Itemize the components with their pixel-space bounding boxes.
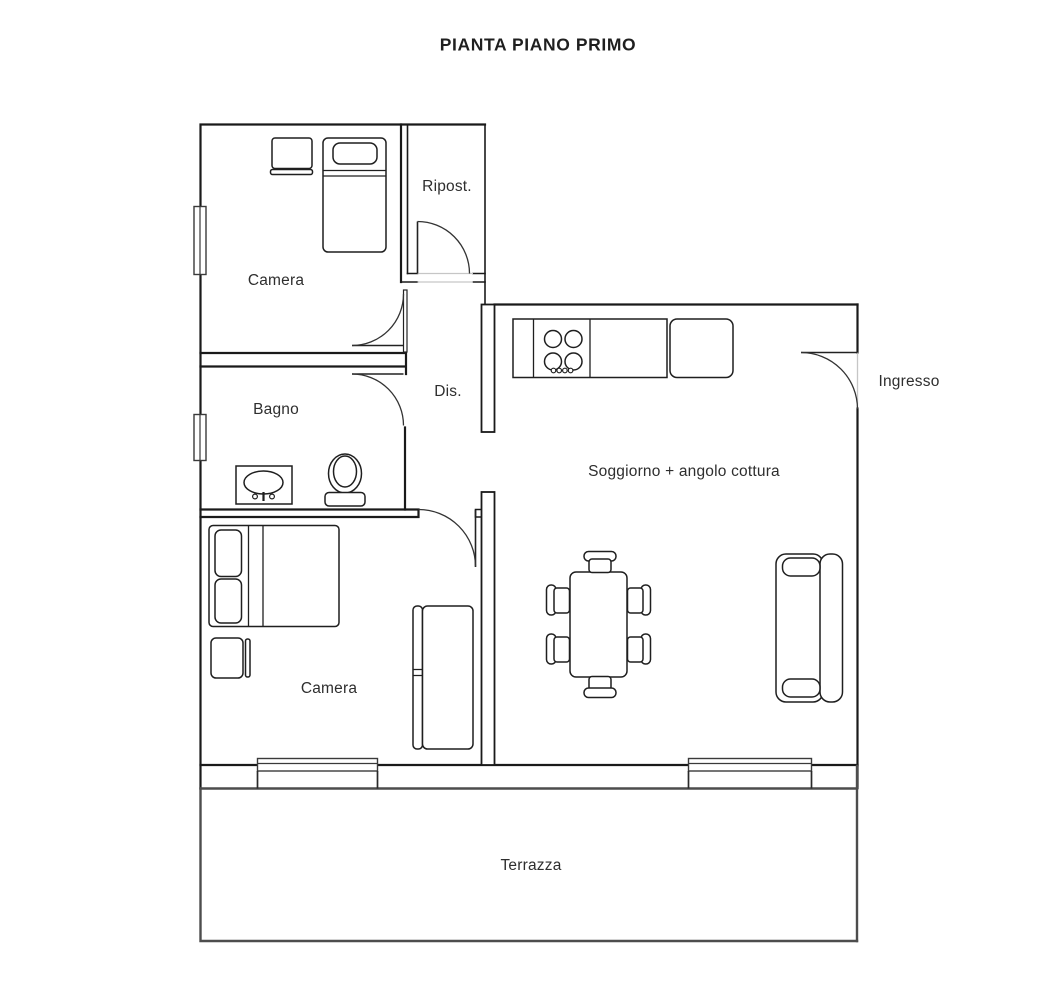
sofa (776, 554, 843, 702)
room-label-terrazza: Terrazza (500, 857, 562, 874)
room-label-camera-top: Camera (247, 272, 305, 289)
outer-walls (201, 125, 858, 789)
door-bagno (352, 374, 404, 426)
terrace-outline (201, 766, 858, 941)
room-label-soggiorno: Soggiorno + angolo cottura (588, 463, 780, 480)
terrace-door-soggiorno (689, 759, 812, 789)
door-ripostiglio (418, 222, 470, 274)
door-camera-top (352, 290, 407, 352)
terrace-door-camera (258, 759, 378, 789)
window-bagno (194, 415, 206, 461)
double-bed (209, 526, 339, 627)
door-ingresso (801, 353, 858, 410)
single-bed (323, 138, 386, 252)
room-label-ripostiglio: Ripost. (422, 178, 472, 195)
room-label-camera-bottom: Camera (300, 680, 358, 697)
kitchen-counter (513, 319, 667, 378)
wall-dis-soggiorno (482, 305, 495, 433)
room-label-disimpegno: Dis. (434, 383, 462, 400)
sink (236, 466, 292, 504)
fridge (670, 319, 733, 378)
wall-camera-soggiorno (482, 492, 495, 765)
wardrobe (413, 606, 473, 749)
window-camera-top (194, 207, 206, 275)
dresser-camera-top (271, 138, 313, 175)
dining-table (570, 572, 627, 677)
room-label-bagno: Bagno (253, 401, 299, 418)
room-label-ingresso: Ingresso (878, 373, 940, 390)
door-camera-bottom (419, 510, 476, 568)
nightstand-camera-bottom (211, 638, 250, 678)
page-title: PIANTA PIANO PRIMO (439, 34, 637, 55)
toilet (325, 454, 365, 506)
